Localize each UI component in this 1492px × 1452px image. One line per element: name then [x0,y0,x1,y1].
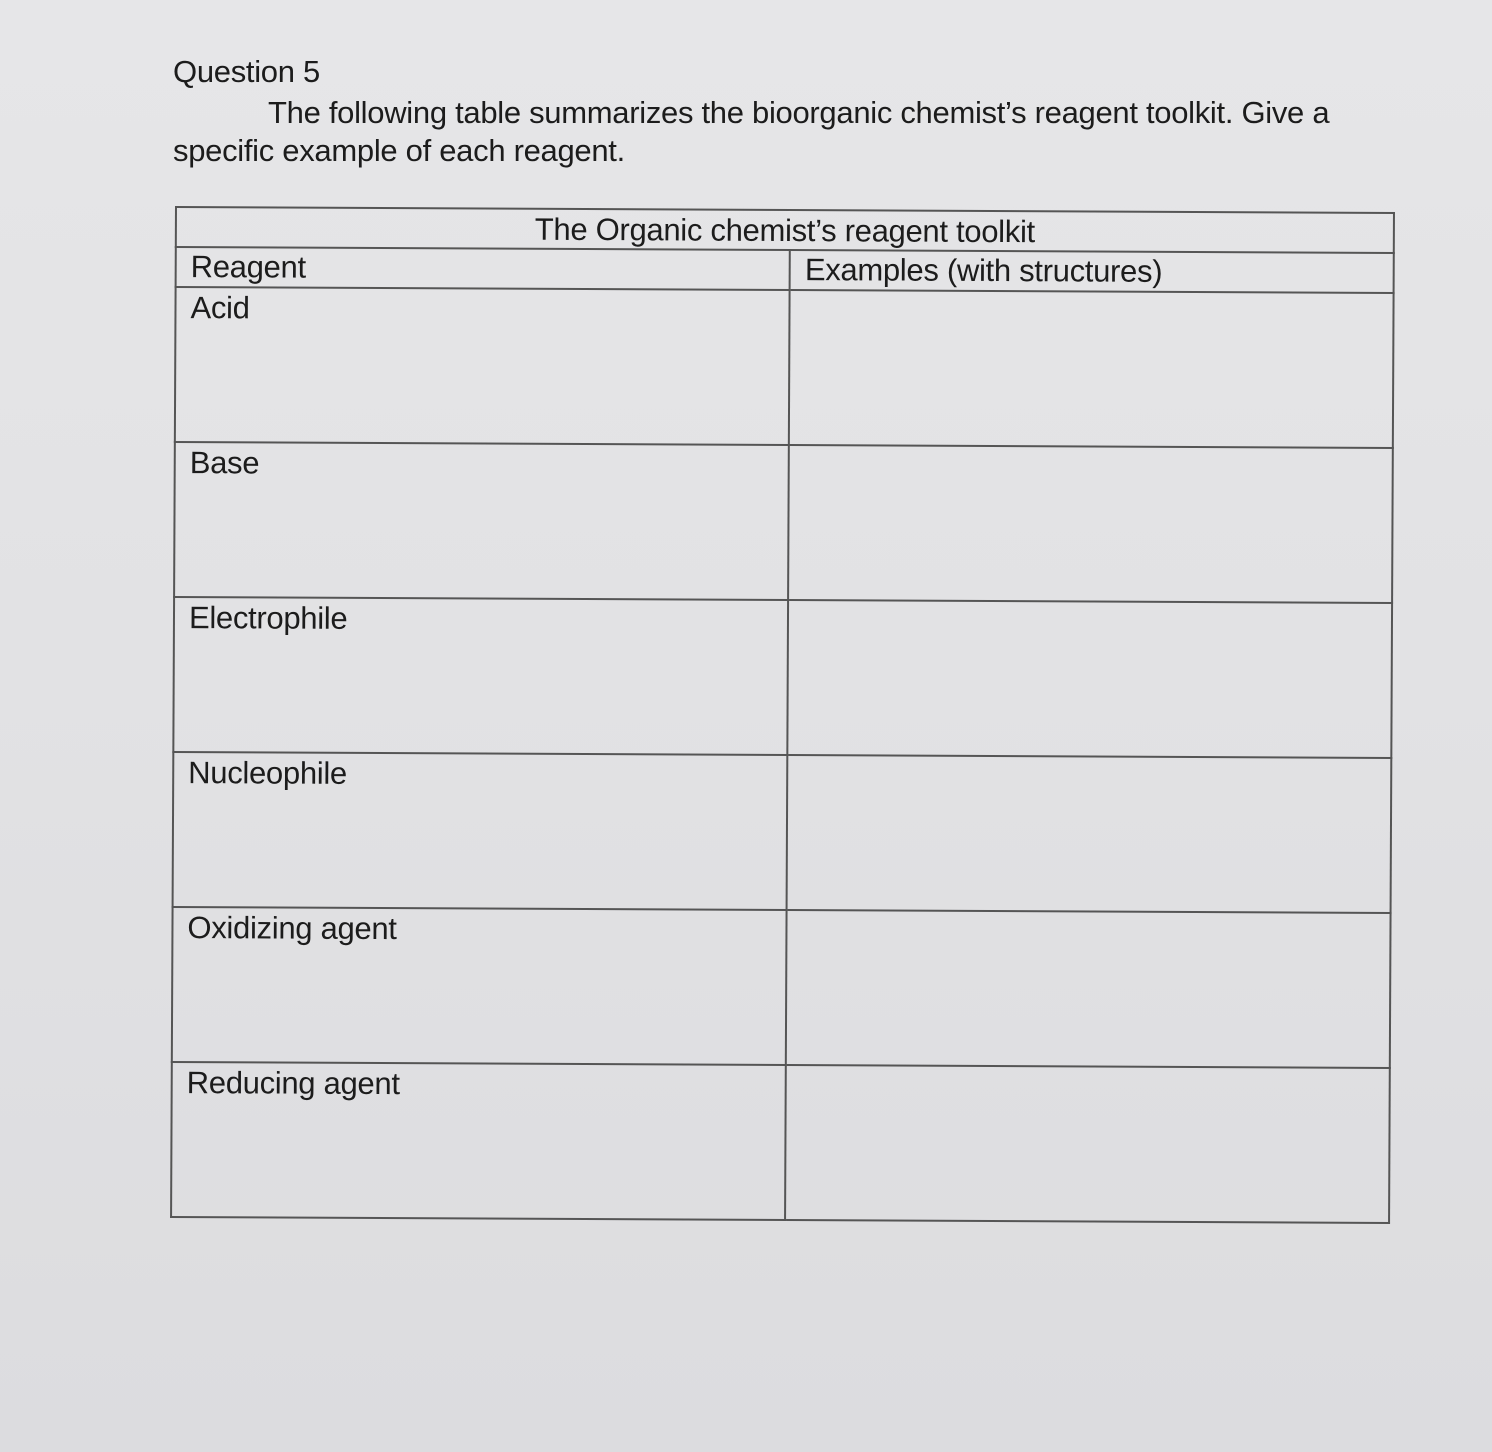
example-answer-cell[interactable] [787,755,1392,913]
reagent-cell: Base [174,442,789,600]
table-row [175,287,1394,448]
table-row [173,752,1392,913]
reagent-toolkit-table [170,206,1395,1224]
example-answer-cell[interactable] [787,600,1392,758]
reagent-cell: Oxidizing agent [172,907,787,1065]
example-answer-cell[interactable] [785,1065,1390,1223]
table-title-row [176,207,1394,253]
table-header-row [176,247,1394,293]
reagent-cell: Acid [175,287,790,445]
reagent-cell: Nucleophile [173,752,788,910]
example-answer-cell[interactable] [786,910,1391,1068]
table-row [172,907,1391,1068]
table-title: The Organic chemist’s reagent toolkit [176,207,1394,253]
question-title: Question 5 [173,54,320,89]
column-header-reagent: Reagent [176,247,790,290]
question-text: The following table summarizes the bioorganic chemist’s reagent toolkit. Give a specific example of each reagent. [173,95,1330,168]
table-row [171,1062,1390,1223]
example-answer-cell[interactable] [788,445,1393,603]
column-header-examples: Examples (with structures) [790,250,1394,293]
reagent-cell: Electrophile [173,597,788,755]
table-row [173,597,1392,758]
example-answer-cell[interactable] [789,290,1394,448]
table-row [174,442,1393,603]
reagent-cell: Reducing agent [171,1062,786,1220]
